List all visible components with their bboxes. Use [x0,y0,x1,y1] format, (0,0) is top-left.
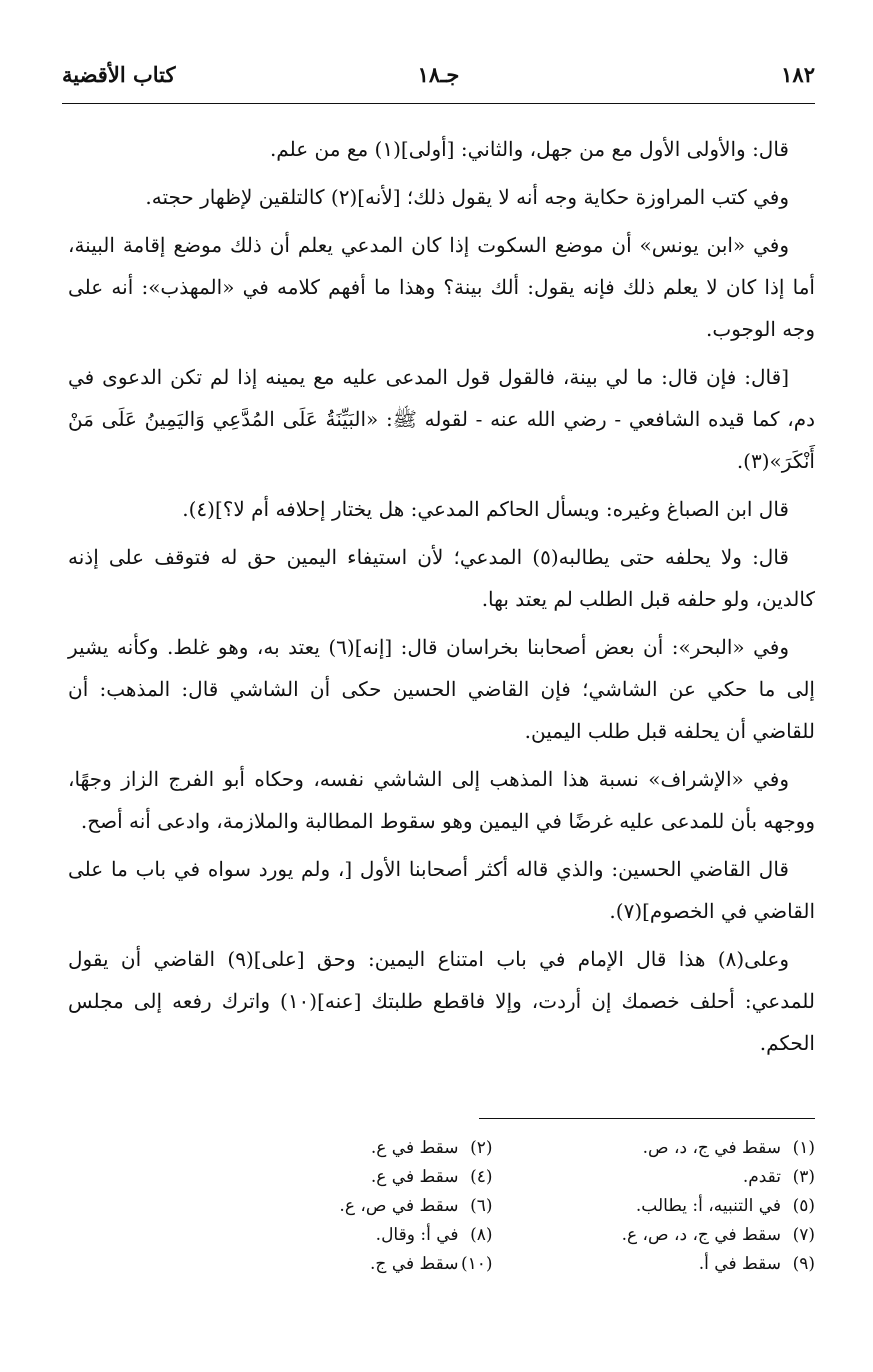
paragraph: وفي «البحر»: أن بعض أصحابنا بخراسان قال: [إنه](٦) يعتد به، وهو غلط. وكأنه يشير إلى ما حكي عن الشاشي؛ فإن القاضي الحسين حكى أن الشاشي قال: المذهب: أن للقاضي أن يحلفه قبل طلب اليمين. [68,635,815,743]
footnote-number: (٨) [470,1225,493,1245]
book-title: كتاب الأقضية [62,62,176,87]
paragraph: وفي «ابن يونس» أن موضع السكوت إذا كان المدعي يعلم أن ذلك موضع إقامة البينة، أما إذا كان لا يعلم ذلك فإنه يقول: ألك بينة؟ وهذا ما أفهم كلامه في «المهذب»: أنه على وجه الوجوب. [68,233,815,341]
footnote-divider [479,1118,815,1119]
footnote-text: سقط في ج، د، ص. [642,1138,781,1158]
paragraph: وفي «الإشراف» نسبة هذا المذهب إلى الشاشي نفسه، وحكاه أبو الفرج الزاز وجهًا، ووجهه بأن للمدعى عليه غرضًا في اليمين وهو سقوط المطالبة والملازمة، وادعى أنه أصح. [68,767,815,833]
paragraph: قال ابن الصباغ وغيره: ويسأل الحاكم المدعي: هل يختار إحلافه أم لا؟](٤). [182,497,789,521]
footnote-text: سقط في ع. [370,1167,459,1187]
page-number: ١٨٢ [781,62,815,87]
footnote-text: في أ: وقال. [375,1225,459,1245]
footnote-item [200,1221,493,1250]
footnotes [200,1134,815,1279]
footnote-text: تقدم. [742,1167,781,1187]
paragraph: وعلى(٨) هذا قال الإمام في باب امتناع اليمين: وحق [على](٩) القاضي أن يقول للمدعي: أحلف خصمك إن أردت، وإلا فاقطع طلبتك [عنه](١٠) واترك رفعه إلى مجلس الحكم. [68,947,815,1055]
footnote-text: في التنبيه، أ: يطالب. [635,1196,781,1216]
footnote-item [523,1192,816,1221]
footnote-number: (١٠) [460,1254,493,1274]
footnote-text: سقط في ص، ع. [339,1196,459,1216]
footnote-number: (٩) [792,1254,815,1274]
footnote-number: (١) [792,1138,815,1158]
paragraph: قال: ولا يحلفه حتى يطالبه(٥) المدعي؛ لأن استيفاء اليمين حق له فتوقف على إذنه كالدين، ولو حلفه قبل الطلب لم يعتد بها. [68,545,815,611]
footnote-number: (٣) [792,1167,815,1187]
footnote-item [523,1134,816,1163]
footnote-item [523,1163,816,1192]
main-text [68,128,815,1070]
volume-number: جـ١٨ [417,62,460,87]
footnote-number: (٥) [792,1196,815,1216]
footnote-item [200,1134,493,1163]
footnote-item [523,1250,816,1279]
footnote-text: سقط في ج، د، ص، ع. [621,1225,781,1245]
footnote-number: (٧) [792,1225,815,1245]
paragraph: قال: والأولى الأول مع من جهل، والثاني: [أولى](١) مع من علم. [269,137,789,161]
paragraph: قال القاضي الحسين: والذي قاله أكثر أصحابنا الأول [، ولم يورد سواه في باب ما على القاضي في الخصوم](٧). [68,857,815,923]
footnote-item [200,1192,493,1221]
footnote-text: سقط في ع. [370,1138,459,1158]
footnote-number: (٢) [470,1138,493,1158]
page-header [62,62,815,96]
paragraph: وفي كتب المراوزة حكاية وجه أنه لا يقول ذلك؛ [لأنه](٢) كالتلقين لإظهار حجته. [145,185,789,209]
footnote-item [200,1163,493,1192]
footnote-number: (٦) [470,1196,493,1216]
footnote-number: (٤) [470,1167,493,1187]
paragraph: [قال: فإن قال: ما لي بينة، فالقول قول المدعى عليه مع يمينه إذا لم تكن الدعوى في دم، كما قيده الشافعي - رضي الله عنه - لقوله ﷺ: «البَيِّنَةُ عَلَى المُدَّعِي وَاليَمِينُ عَلَى مَنْ أَنْكَرَ»(٣). [68,365,815,473]
footnote-item [523,1221,816,1250]
footnote-text: سقط في ج. [370,1254,459,1274]
footnote-text: سقط في أ. [698,1254,781,1274]
header-divider [62,103,815,104]
footnote-item [200,1250,493,1279]
